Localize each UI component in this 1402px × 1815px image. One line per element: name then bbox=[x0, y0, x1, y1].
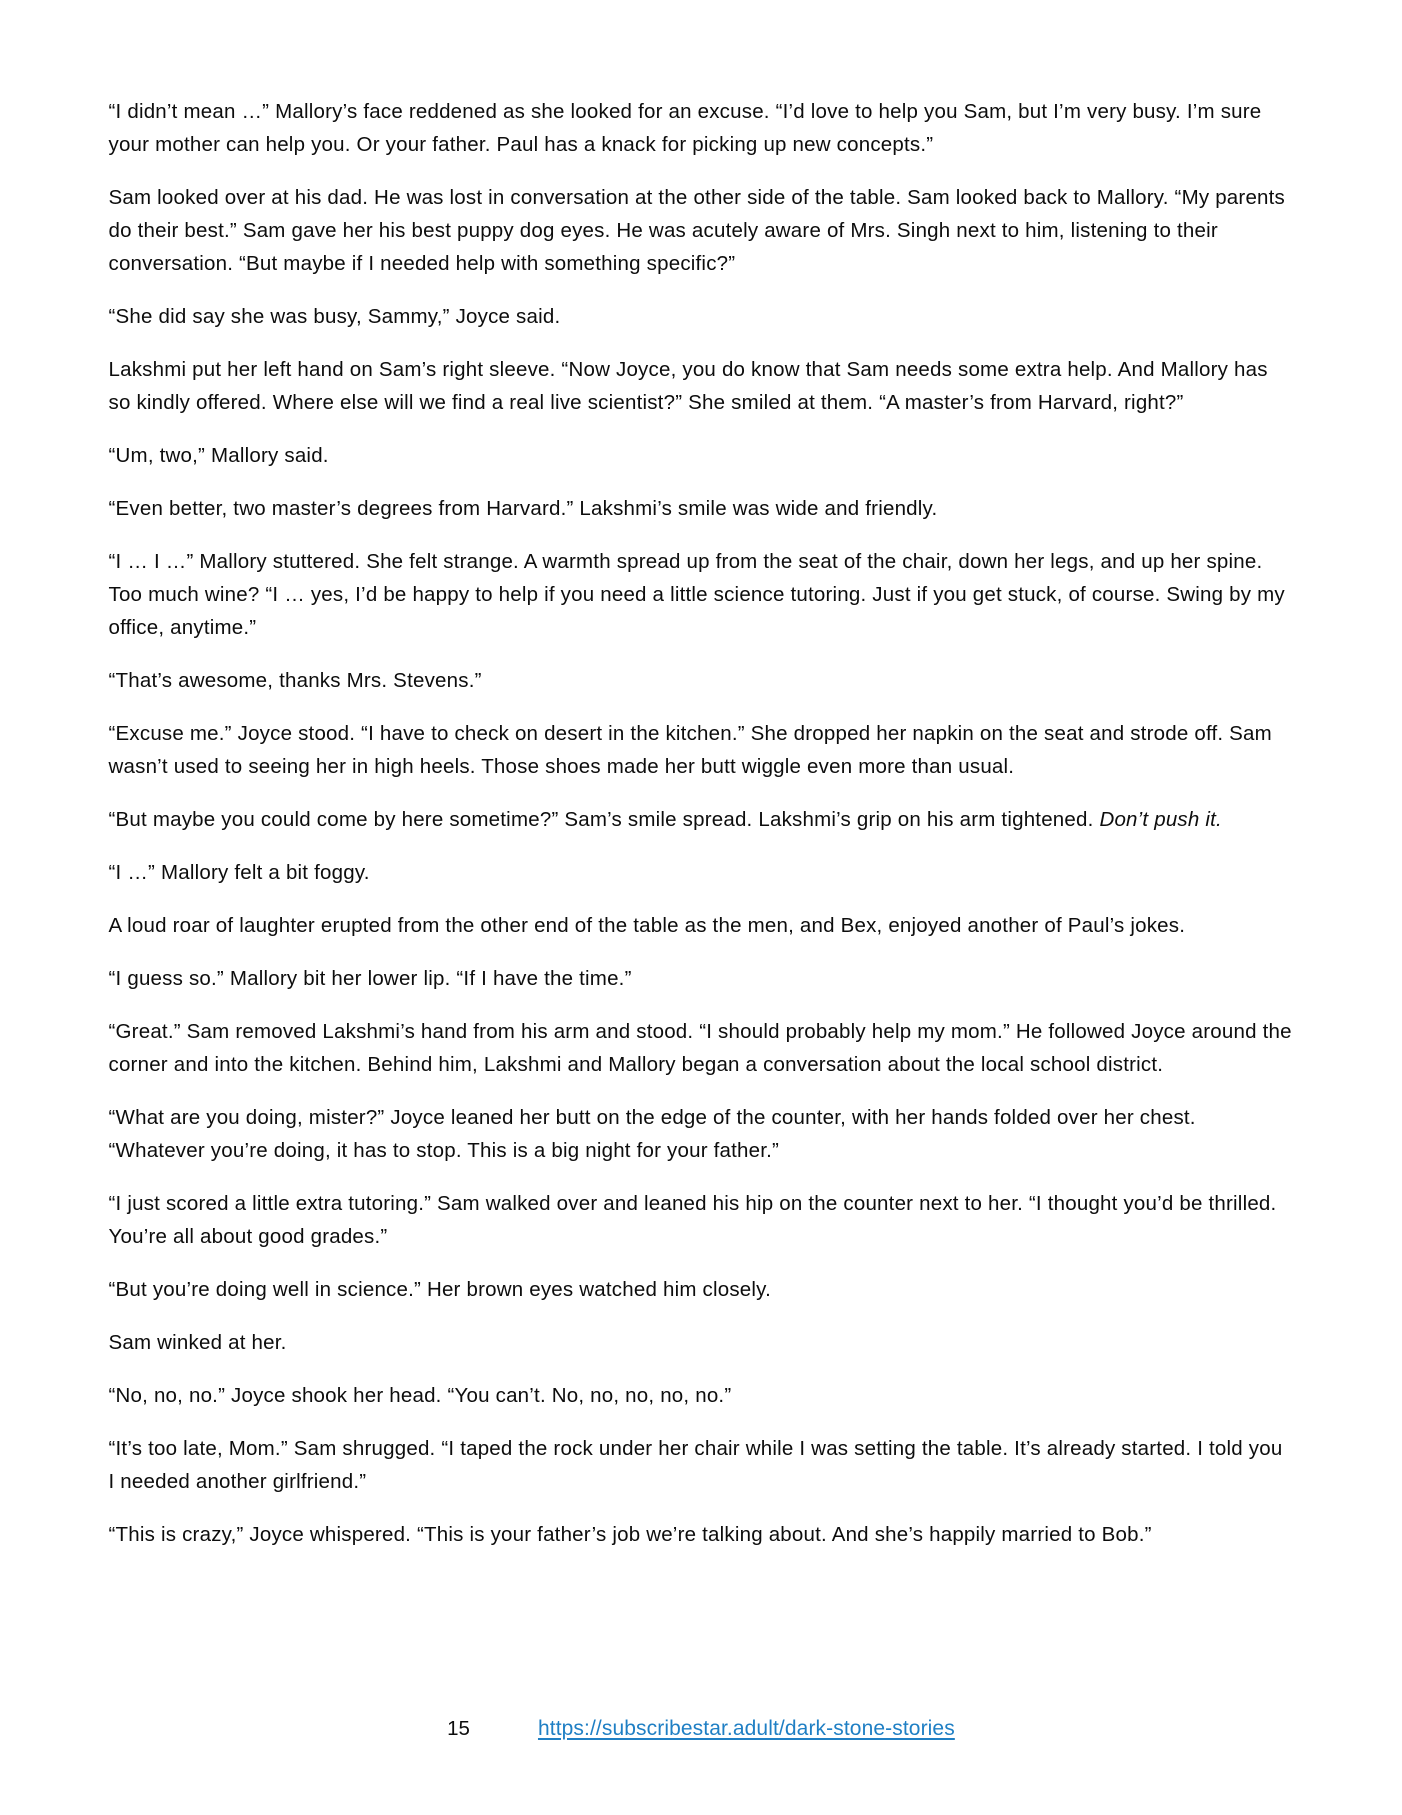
paragraph: “Um, two,” Mallory said. bbox=[108, 444, 329, 467]
paragraph: “Great.” Sam removed Lakshmi’s hand from his arm and stood. “I should probably help my mom.” He followed Joyce around the corner and into the kitchen. Behind him, Lakshmi and Mallory began a conversation about the local school district. bbox=[108, 1020, 1292, 1076]
paragraph-with-emphasis bbox=[109, 803, 1294, 836]
paragraph: “No, no, no.” Joyce shook her head. “You can’t. No, no, no, no, no.” bbox=[108, 1384, 732, 1407]
paragraph: “Even better, two master’s degrees from Harvard.” Lakshmi’s smile was wide and friendly. bbox=[108, 497, 938, 520]
paragraph: “This is crazy,” Joyce whispered. “This is your father’s job we’re talking about. And she’s happily married to Bob.” bbox=[108, 1523, 1152, 1546]
paragraph: “Excuse me.” Joyce stood. “I have to check on desert in the kitchen.” She dropped her napkin on the seat and strode off. Sam wasn’t used to seeing her in high heels. Those shoes made her butt wiggle even more than usual. bbox=[108, 722, 1272, 778]
paragraph: Sam winked at her. bbox=[108, 1331, 287, 1354]
paragraph: “I … I …” Mallory stuttered. She felt strange. A warmth spread up from the seat of the chair, down her legs, and up her spine. Too much wine? “I … yes, I’d be happy to help if you need a little science tutoring. Just if you get stuck, of course. Swing by my office, anytime.” bbox=[108, 550, 1285, 639]
page-number: 15 bbox=[447, 1717, 470, 1740]
emphasized-text: Don’t push it. bbox=[1099, 808, 1222, 831]
paragraph: A loud roar of laughter erupted from the other end of the table as the men, and Bex, enjoyed another of Paul’s jokes. bbox=[108, 914, 1186, 937]
paragraph: “She did say she was busy, Sammy,” Joyce said. bbox=[108, 305, 561, 328]
paragraph: “That’s awesome, thanks Mrs. Stevens.” bbox=[108, 669, 482, 692]
paragraph: Sam looked over at his dad. He was lost in conversation at the other side of the table. Sam looked back to Mallory. “My parents do their best.” Sam gave her his best puppy dog eyes. He was acutely aware of Mrs. Singh next to him, listening to their conversation. “But maybe if I needed help with something specific?” bbox=[108, 186, 1286, 275]
paragraph: “I …” Mallory felt a bit foggy. bbox=[108, 861, 370, 884]
subscribestar-link[interactable]: https://subscribestar.adult/dark-stone-stories bbox=[537, 1717, 955, 1740]
paragraph: “But you’re doing well in science.” Her brown eyes watched him closely. bbox=[108, 1278, 771, 1301]
paragraph: “I guess so.” Mallory bit her lower lip. “If I have the time.” bbox=[108, 967, 632, 990]
paragraph: “I just scored a little extra tutoring.” Sam walked over and leaned his hip on the counter next to her. “I thought you’d be thrilled. You’re all about good grades.” bbox=[108, 1192, 1277, 1248]
paragraph: “What are you doing, mister?” Joyce leaned her butt on the edge of the counter, with her hands folded over her chest. “Whatever you’re doing, it has to stop. This is a big night for your father.” bbox=[108, 1106, 1196, 1162]
page-body bbox=[109, 95, 1294, 1551]
paragraph: Lakshmi put her left hand on Sam’s right sleeve. “Now Joyce, you do know that Sam needs some extra help. And Mallory has so kindly offered. Where else will we find a real live scientist?” She smiled at them. “A master’s from Harvard, right?” bbox=[108, 358, 1268, 414]
page-footer bbox=[0, 1717, 1402, 1741]
paragraph-lead-text: “But maybe you could come by here sometime?” Sam’s smile spread. Lakshmi’s grip on his arm tightened. bbox=[108, 808, 1100, 831]
paragraph: “It’s too late, Mom.” Sam shrugged. “I taped the rock under her chair while I was setting the table. It’s already started. I told you I needed another girlfriend.” bbox=[108, 1437, 1283, 1493]
paragraph: “I didn’t mean …” Mallory’s face reddened as she looked for an excuse. “I’d love to help you Sam, but I’m very busy. I’m sure your mother can help you. Or your father. Paul has a knack for picking up new concepts.” bbox=[108, 100, 1262, 156]
